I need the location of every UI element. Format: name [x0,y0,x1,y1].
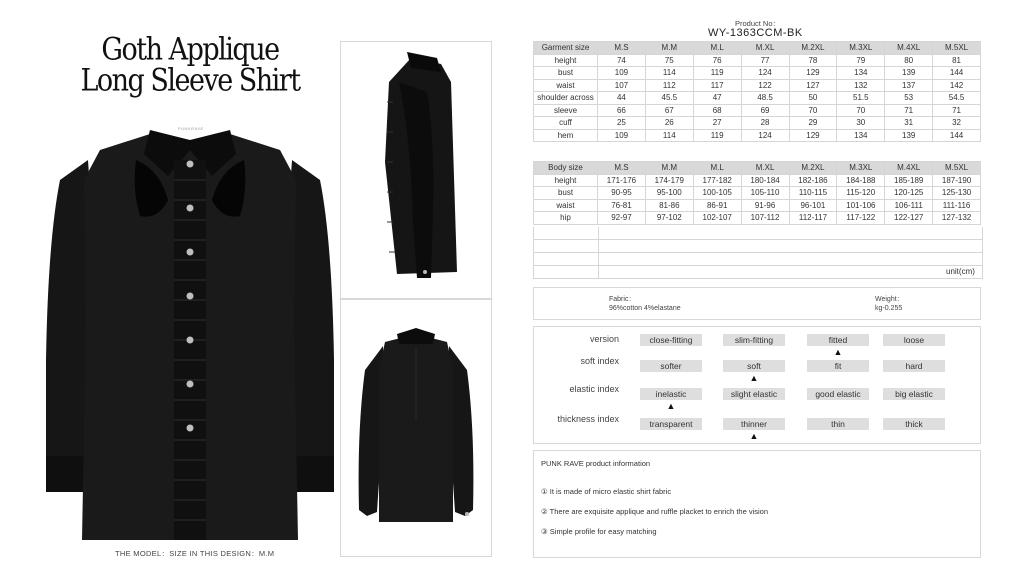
size-col: M.S [598,162,646,175]
fit-option-chip: slight elastic [723,388,785,400]
table-cell: 180-184 [741,174,789,187]
selected-indicator-icon: ▲ [666,401,676,411]
table-cell: 44 [598,92,646,105]
row-label: height [534,174,598,187]
table-cell: 142 [933,79,981,92]
fit-option-chip: loose [883,334,945,346]
garment-table-row [534,54,981,67]
table-cell: 119 [693,67,741,80]
table-cell: 127-132 [933,212,981,225]
garment-table-row [534,129,981,142]
garment-size-header: Garment size [534,42,598,55]
body-table-empty-area [533,227,983,279]
row-label: shoulder across [534,92,598,105]
table-cell: 134 [837,129,885,142]
table-cell: 129 [789,67,837,80]
table-cell: 69 [741,104,789,117]
table-cell: 100-105 [693,187,741,200]
table-cell: 81-86 [645,199,693,212]
table-cell: 96-101 [789,199,837,212]
garment-size-table [533,41,981,142]
fit-option-chip: slim-fitting [723,334,785,346]
table-cell: 76 [693,54,741,67]
table-cell: 95-100 [645,187,693,200]
table-cell: 174-179 [645,174,693,187]
table-cell: 76-81 [598,199,646,212]
size-col: M.3XL [837,42,885,55]
product-title-line2: Long Sleeve Shirt [80,62,300,99]
size-col: M.S [598,42,646,55]
product-info-item: ① It is made of micro elastic shirt fabric [541,487,672,496]
selected-indicator-icon: ▲ [749,431,759,441]
table-cell: 54.5 [933,92,981,105]
table-cell: 117-122 [837,212,885,225]
table-cell: 139 [885,129,933,142]
size-col: M.4XL [885,162,933,175]
table-cell: 177-182 [693,174,741,187]
model-size-note: THE MODEL：SIZE IN THIS DESIGN：M.M [115,549,275,558]
fit-option-chip: close-fitting [640,334,702,346]
garment-size-header-row [534,42,981,55]
body-size-header-row [534,162,981,175]
row-label: bust [534,187,598,200]
table-cell: 50 [789,92,837,105]
fit-option-chip: good elastic [807,388,869,400]
fit-index-box [533,326,981,444]
row-divider [534,278,982,279]
table-cell: 171-176 [598,174,646,187]
fit-option-chip: soft [723,360,785,372]
table-cell: 28 [741,117,789,130]
table-cell: 115-120 [837,187,885,200]
body-size-table [533,161,981,225]
table-cell: 109 [598,67,646,80]
garment-table-row [534,67,981,80]
weight-label: Weight： [875,296,904,303]
size-col: M.M [645,162,693,175]
table-cell: 68 [693,104,741,117]
table-cell: 182-186 [789,174,837,187]
table-cell: 45.5 [645,92,693,105]
table-cell: 25 [598,117,646,130]
fit-option-chip: fitted [807,334,869,346]
table-cell: 77 [741,54,789,67]
table-cell: 51.5 [837,92,885,105]
table-cell: 66 [598,104,646,117]
fit-option-chip: thin [807,418,869,430]
body-table-row [534,187,981,200]
table-cell: 67 [645,104,693,117]
table-cell: 70 [837,104,885,117]
table-cell: 31 [885,117,933,130]
size-col: M.XL [741,42,789,55]
fit-row-label: soft index [580,356,619,366]
table-cell: 30 [837,117,885,130]
table-cell: 71 [885,104,933,117]
garment-table-row [534,79,981,92]
fit-row-label: thickness index [557,414,619,424]
garment-table-row [534,92,981,105]
table-cell: 109 [598,129,646,142]
table-cell: 47 [693,92,741,105]
product-info-title: PUNK RAVE product information [541,459,651,468]
product-code: WY-1363CCM-BK [708,27,803,39]
garment-table-row [534,104,981,117]
selected-indicator-icon: ▲ [833,347,843,357]
table-cell: 97-102 [645,212,693,225]
table-cell: 134 [837,67,885,80]
row-label: hip [534,212,598,225]
table-cell: 125-130 [933,187,981,200]
table-cell: 105-110 [741,187,789,200]
row-label: waist [534,79,598,92]
table-cell: 114 [645,129,693,142]
size-col: M.3XL [837,162,885,175]
table-cell: 106-111 [885,199,933,212]
shirt-label: PUNKRAVE [178,126,204,131]
back-view-image [341,300,491,556]
fit-option-chip: big elastic [883,388,945,400]
table-cell: 139 [885,67,933,80]
table-cell: 27 [693,117,741,130]
body-table-row [534,199,981,212]
fit-option-chip: softer [640,360,702,372]
size-col: M.L [693,42,741,55]
row-label: bust [534,67,598,80]
garment-table-row [534,117,981,130]
table-cell: 132 [837,79,885,92]
table-cell: 114 [645,67,693,80]
fabric-weight-box [533,287,981,320]
table-cell: 112-117 [789,212,837,225]
table-cell: 81 [933,54,981,67]
table-cell: 144 [933,67,981,80]
table-cell: 111-116 [933,199,981,212]
fit-option-chip: transparent [640,418,702,430]
size-col: M.XL [741,162,789,175]
table-cell: 184-188 [837,174,885,187]
product-title-line1: Goth Applique [101,31,279,68]
selected-indicator-icon: ▲ [749,373,759,383]
product-info-item: ② There are exquisite applique and ruffle placket to enrich the vision [541,507,768,516]
table-cell: 120-125 [885,187,933,200]
size-col: M.5XL [933,42,981,55]
fit-option-chip: hard [883,360,945,372]
fabric-info [609,295,681,313]
product-info-item: ③ Simple profile for easy matching [541,527,657,536]
row-label: cuff [534,117,598,130]
table-cell: 122-127 [885,212,933,225]
table-cell: 102-107 [693,212,741,225]
table-cell: 70 [789,104,837,117]
unit-label: unit(cm) [946,267,975,276]
row-label: sleeve [534,104,598,117]
table-cell: 127 [789,79,837,92]
row-label: waist [534,199,598,212]
table-cell: 78 [789,54,837,67]
row-divider [534,239,982,240]
body-size-header: Body size [534,162,598,175]
body-table-row [534,174,981,187]
table-cell: 185-189 [885,174,933,187]
table-cell: 91-96 [741,199,789,212]
fit-option-chip: thick [883,418,945,430]
table-cell: 101-106 [837,199,885,212]
product-title [60,31,320,99]
weight-value: kg-0.255 [875,305,903,312]
front-view-image [40,120,340,540]
table-cell: 124 [741,129,789,142]
table-cell: 86-91 [693,199,741,212]
table-cell: 137 [885,79,933,92]
table-cell: 187-190 [933,174,981,187]
body-table-row [534,212,981,225]
fit-option-chip: fit [807,360,869,372]
fit-row-label: version [589,334,619,344]
table-cell: 32 [933,117,981,130]
table-cell: 124 [741,67,789,80]
side-view-image [341,42,491,298]
table-cell: 74 [598,54,646,67]
fabric-value: 96%cotton 4%elastane [609,305,681,312]
table-cell: 48.5 [741,92,789,105]
row-label: hem [534,129,598,142]
table-cell: 144 [933,129,981,142]
side-view-panel [340,41,492,299]
size-col: M.5XL [933,162,981,175]
table-cell: 26 [645,117,693,130]
table-cell: 119 [693,129,741,142]
table-cell: 117 [693,79,741,92]
back-view-panel [340,299,492,557]
size-col: M.M [645,42,693,55]
fit-option-chip: thinner [723,418,785,430]
column-divider [598,227,599,279]
table-cell: 79 [837,54,885,67]
size-col: M.4XL [885,42,933,55]
table-cell: 122 [741,79,789,92]
table-cell: 107-112 [741,212,789,225]
table-cell: 75 [645,54,693,67]
table-cell: 90-95 [598,187,646,200]
row-divider [534,252,982,253]
product-number-label: Product No： [735,19,781,28]
size-col: M.2XL [789,162,837,175]
size-col: M.L [693,162,741,175]
table-cell: 107 [598,79,646,92]
table-cell: 129 [789,129,837,142]
table-cell: 53 [885,92,933,105]
table-cell: 80 [885,54,933,67]
row-divider [534,265,982,266]
table-cell: 110-115 [789,187,837,200]
product-info-box [533,450,981,558]
row-label: height [534,54,598,67]
table-cell: 29 [789,117,837,130]
weight-info [875,295,904,313]
table-cell: 92-97 [598,212,646,225]
fit-row-label: elastic index [569,384,619,394]
table-cell: 71 [933,104,981,117]
fabric-label: Fabric： [609,296,636,303]
size-col: M.2XL [789,42,837,55]
fit-option-chip: inelastic [640,388,702,400]
table-cell: 112 [645,79,693,92]
